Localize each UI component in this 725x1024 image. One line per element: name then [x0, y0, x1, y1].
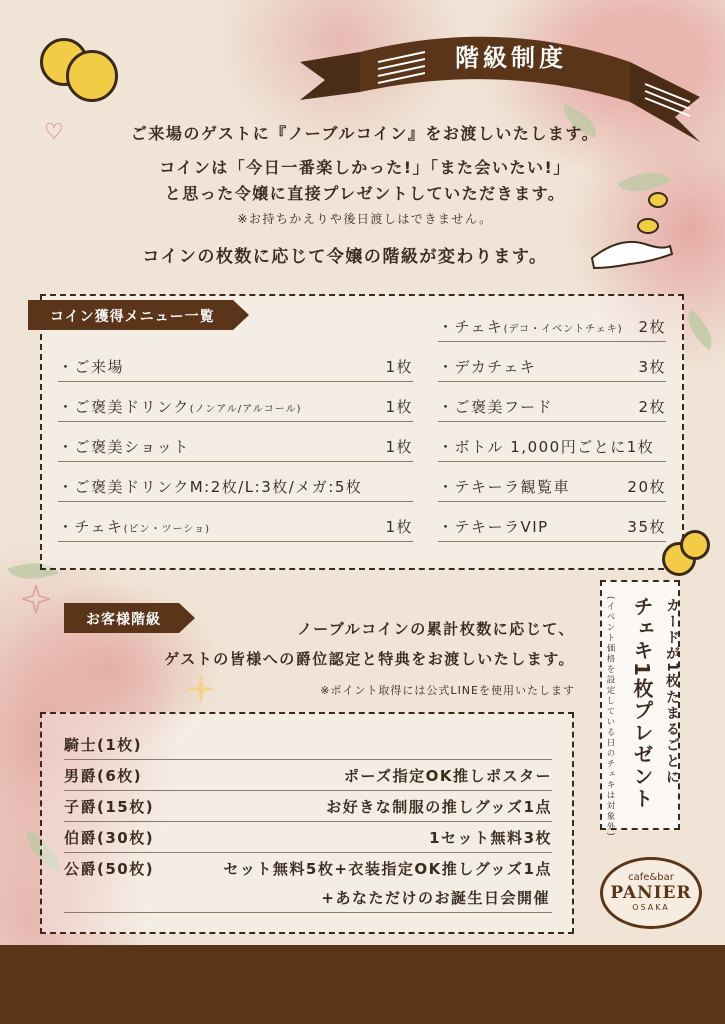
logo-name: PANIER: [610, 883, 692, 903]
rank-row: [64, 827, 552, 853]
logo-city: OSAKA: [632, 903, 670, 912]
coin-icon: [66, 50, 118, 102]
menu-item-label: [58, 516, 210, 537]
rank-row: [64, 734, 552, 760]
rank-benefit: セット無料5枚+衣装指定OK推しグッズ1点: [223, 860, 552, 878]
menu-item-text: ・テキーラVIP: [438, 518, 549, 536]
rank-label: 男爵(6枚): [64, 767, 143, 785]
rank-benefit: 1セット無料3枚: [429, 829, 552, 847]
menu-item-text: ・ご褒美ドリンク: [58, 398, 190, 416]
coin-menu-tag: コイン獲得メニュー一覧: [28, 300, 233, 330]
card-line1: カードが1枚たまるごとに: [664, 598, 680, 786]
ranks-tag: お客様階級: [64, 603, 179, 633]
menu-item: [438, 396, 666, 422]
menu-item: [438, 516, 666, 542]
menu-item-sub: (ピン・ツーショ): [123, 524, 210, 535]
menu-item-text: ・デカチェキ: [438, 358, 537, 376]
menu-item-text: ・ボトル 1,000円ごとに1枚: [438, 438, 655, 456]
intro-line: ご来場のゲストに『ノーブルコイン』をお渡しいたします。: [130, 124, 600, 143]
rank-row: [64, 765, 552, 791]
menu-item: [58, 436, 413, 462]
menu-item-text: ・ご褒美ドリンクM:2枚/L:3枚/メガ:5枚: [58, 478, 363, 496]
menu-item-value: 1枚: [385, 398, 413, 416]
menu-item: [438, 476, 666, 502]
menu-item: [58, 516, 413, 542]
menu-item-text: ・ご褒美フード: [438, 398, 554, 416]
menu-item-label: [438, 476, 570, 497]
rank-label: 騎士(1枚): [64, 736, 143, 754]
footer-bar: [0, 945, 725, 1024]
rank-row: [64, 858, 552, 883]
rank-row: [64, 796, 552, 822]
menu-item-text: ・テキーラ観覧車: [438, 478, 571, 496]
menu-item-text: ・ご来場: [58, 358, 125, 376]
menu-item-text: ・チェキ: [438, 318, 504, 336]
menu-item-value: 20枚: [627, 478, 666, 496]
menu-item-text: ・ご褒美ショット: [58, 438, 190, 456]
rank-label: 子爵(15枚): [64, 798, 155, 816]
rank-benefit: ポーズ指定OK推しポスター: [343, 767, 552, 785]
rank-label: 伯爵(30枚): [64, 829, 155, 847]
coin-icon: [680, 530, 710, 560]
intro-line: コインの枚数に応じて令嬢の階級が変わります。: [142, 247, 548, 267]
rank-extra-benefit: +あなただけのお誕生日会開催: [321, 889, 550, 907]
menu-item: [438, 356, 666, 382]
menu-item-label: [58, 436, 190, 457]
logo-top: cafe&bar: [628, 872, 674, 883]
menu-item-value: 1枚: [385, 518, 413, 536]
menu-item-label: [58, 476, 362, 497]
menu-item-label: [58, 396, 301, 417]
heart-icon: ♡: [44, 120, 64, 145]
menu-item-sub: (デコ・イベントチェキ): [503, 324, 623, 335]
menu-item: [438, 316, 666, 342]
ranks-desc: ゲストの皆様への爵位認定と特典をお渡しいたします。: [164, 650, 575, 668]
menu-item-label: [438, 516, 549, 537]
intro-note: ※お持ちかえりや後日渡しはできません。: [237, 212, 493, 226]
card-line2: チェキ1枚プレゼント: [630, 596, 654, 810]
menu-item-label: [58, 356, 124, 377]
page-title: 階級制度: [455, 44, 567, 72]
ranks-note: ※ポイント取得には公式LINEを使用いたします: [320, 684, 575, 697]
menu-item-label: [438, 356, 536, 377]
menu-item: [438, 436, 666, 462]
ranks-desc: ノーブルコインの累計枚数に応じて、: [297, 620, 575, 638]
intro-line: と思った令嬢に直接プレゼントしていただきます。: [164, 184, 566, 203]
menu-item-value: 2枚: [638, 318, 666, 336]
menu-item: [58, 356, 413, 382]
rank-label: 公爵(50枚): [64, 860, 155, 878]
menu-item-text: ・チェキ: [58, 518, 124, 536]
sparkle-icon: [22, 585, 50, 613]
menu-item-label: [438, 316, 623, 337]
hand-coins-icon: [590, 188, 680, 273]
card-line3: (イベント価格を設定している日のチェキは対象外): [605, 596, 615, 838]
intro-line: コインは「今日一番楽しかった!」「また会いたい!」: [159, 158, 571, 177]
menu-item-sub: (ノンアル/アルコール): [189, 404, 302, 415]
menu-item: [58, 396, 413, 422]
menu-item-value: 3枚: [638, 358, 666, 376]
menu-item-value: 1枚: [385, 438, 413, 456]
menu-item-label: [438, 396, 553, 417]
rank-benefit: お好きな制服の推しグッズ1点: [326, 798, 552, 816]
menu-item-value: 1枚: [385, 358, 413, 376]
panier-logo: [600, 857, 702, 929]
menu-item-label: [438, 436, 654, 457]
menu-item: [58, 476, 413, 502]
rank-divider: [64, 912, 552, 913]
menu-item-value: 2枚: [638, 398, 666, 416]
menu-item-value: 35枚: [627, 518, 666, 536]
